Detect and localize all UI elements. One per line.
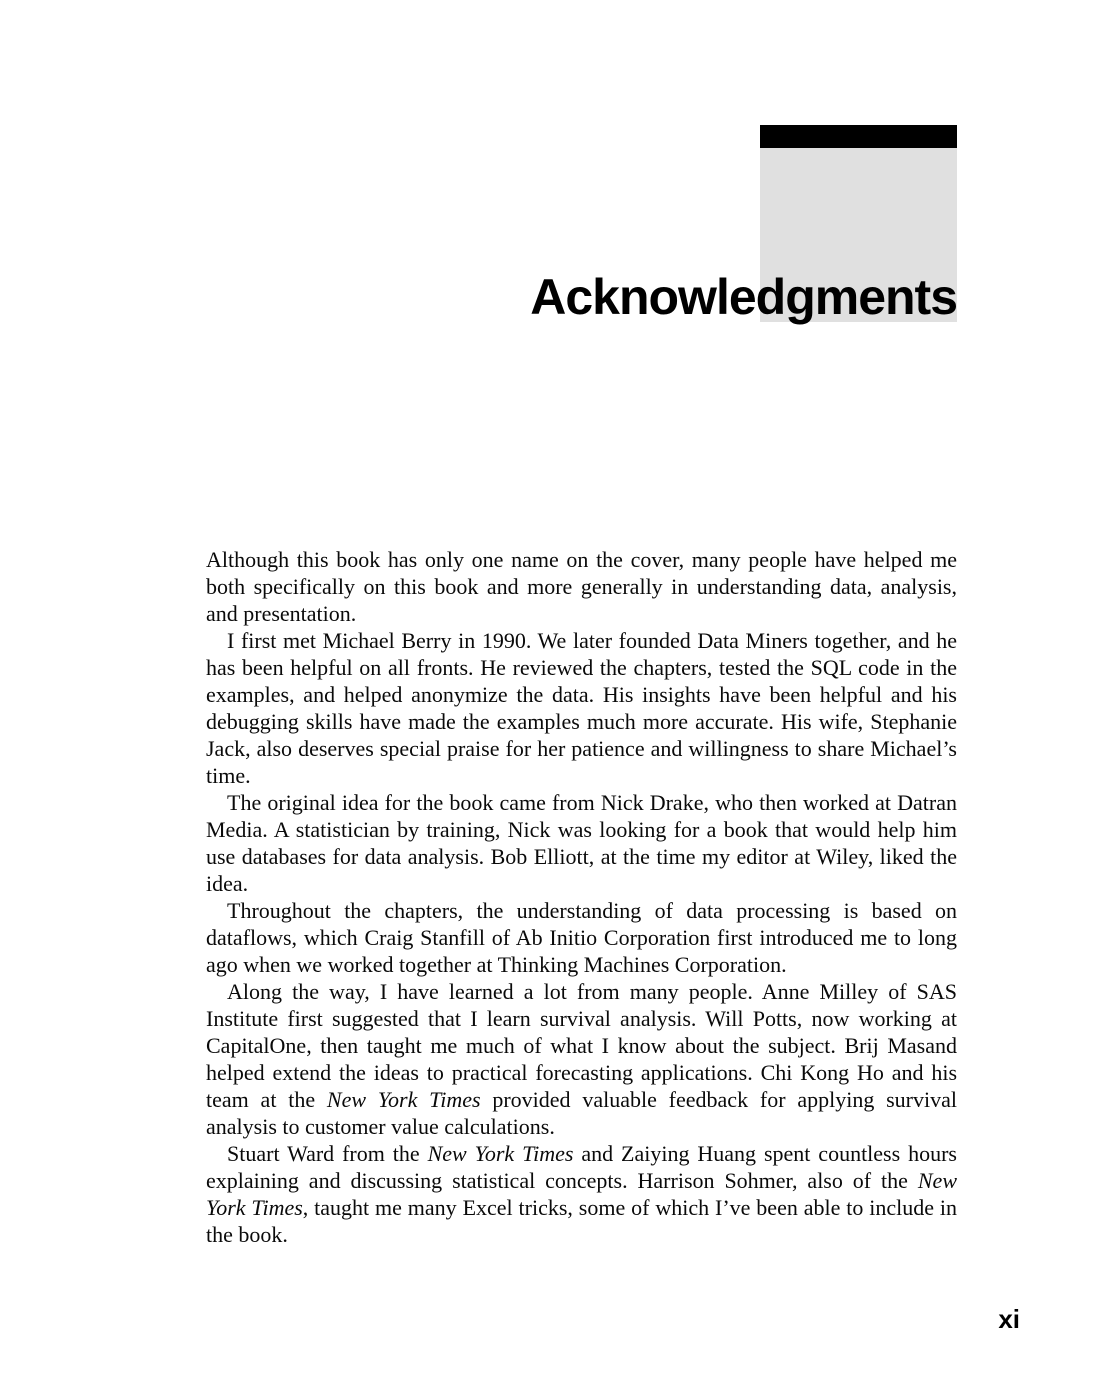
chapter-corner-bar	[760, 125, 957, 148]
text-segment: , taught me many Excel tricks, some of which I’ve been able to include in the book.	[206, 1195, 958, 1247]
text-segment: Stuart Ward from the	[227, 1141, 428, 1166]
paragraph	[206, 978, 957, 1140]
page-number: xi	[998, 1304, 1020, 1334]
body-text	[206, 546, 957, 1248]
paragraph	[206, 1140, 957, 1248]
paragraph	[206, 789, 957, 897]
text-segment: and Zaiying Huang spent countless hours explaining and discussing statistical concepts. Harrison Sohmer, also of the	[206, 1141, 957, 1193]
paragraph	[206, 897, 957, 978]
text-segment: Throughout the chapters, the understanding of data processing is based on dataflows, which Craig Stanfill of Ab Initio Corporation first introduced me to long ago when we worked together at Thinking Machines Corporation.	[206, 898, 957, 977]
italic-text-segment: New York Times	[427, 1141, 574, 1166]
italic-text-segment: New York Times	[206, 1168, 957, 1220]
paragraph	[206, 627, 957, 789]
text-segment: I first met Michael Berry in 1990. We later founded Data Miners together, and he has been helpful on all fronts. He reviewed the chapters, tested the SQL code in the examples, and helped anonymize the data. His insights have been helpful and his debugging skills have made the examples much more accurate. His wife, Stephanie Jack, also deserves special praise for her patience and willingness to share Michael’s time.	[206, 628, 957, 788]
text-segment: Along the way, I have learned a lot from many people. Anne Milley of SAS Institute first suggested that I learn survival analysis. Will Potts, now working at CapitalOne, then taught me much of what I know about the subject. Brij Masand helped extend the ideas to practical forecasting applications. Chi Kong Ho and his team at the	[206, 979, 957, 1112]
text-segment: The original idea for the book came from Nick Drake, who then worked at Datran Media. A statistician by training, Nick was looking for a book that would help him use databases for data analysis. Bob Elliott, at the time my editor at Wiley, liked the idea.	[206, 790, 957, 896]
text-segment: Although this book has only one name on the cover, many people have helped me both specifically on this book and more generally in understanding data, analysis, and presentation.	[206, 547, 957, 626]
paragraph	[206, 546, 957, 627]
text-segment: provided valuable feedback for applying survival analysis to customer value calculations.	[206, 1087, 957, 1139]
page-title: Acknowledgments	[530, 269, 957, 325]
italic-text-segment: New York Times	[326, 1087, 481, 1112]
